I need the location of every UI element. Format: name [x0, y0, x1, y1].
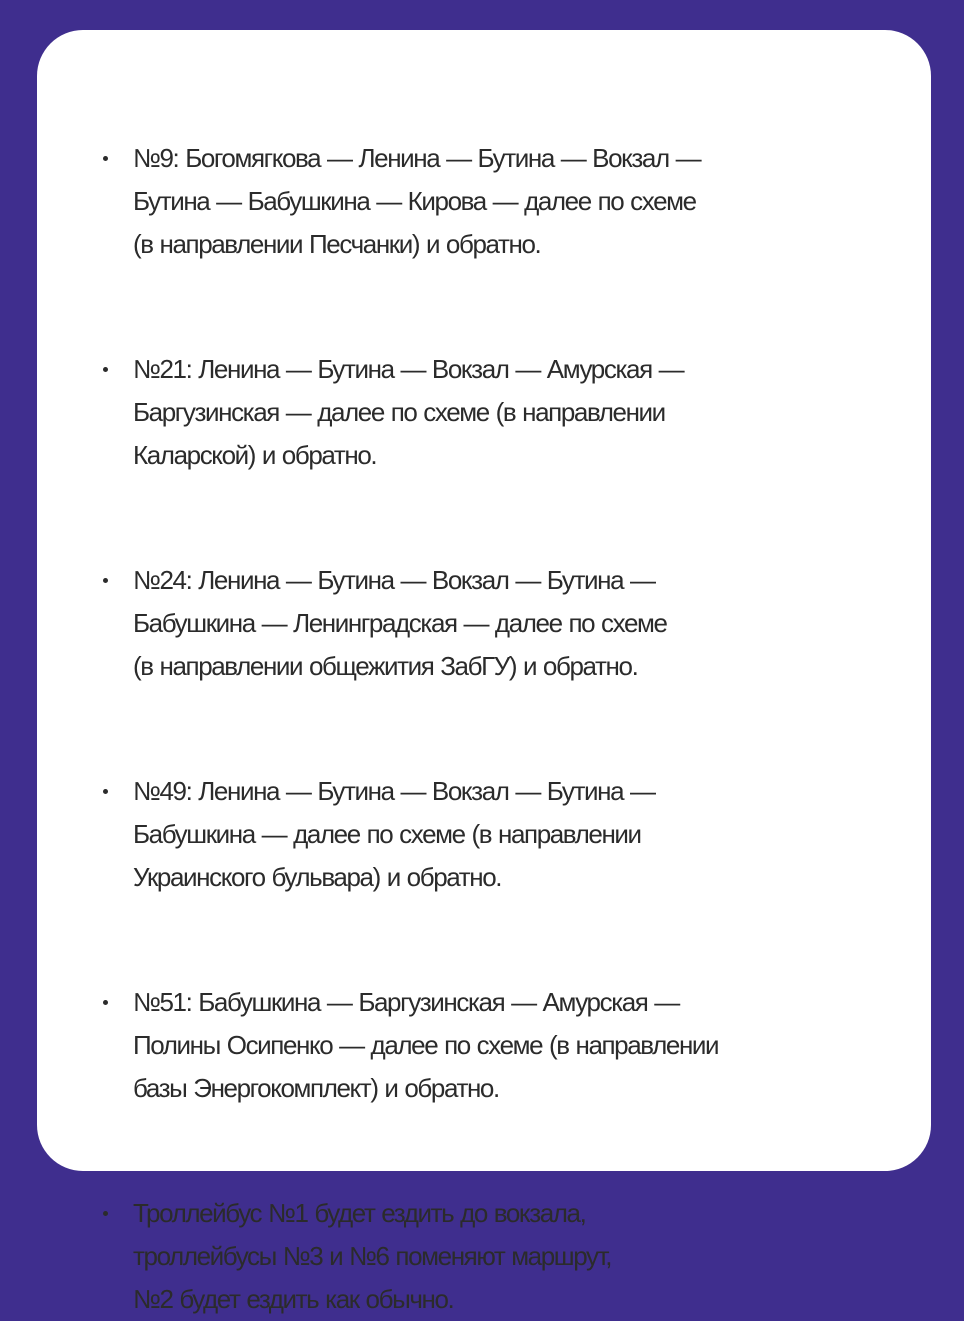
route-text-line: (в направлении Песчанки) и обратно. [133, 229, 541, 259]
route-text-line: Украинского бульвара) и обратно. [133, 862, 502, 892]
route-text-line: №21: Ленина — Бутина — Вокзал — Амурская — [133, 354, 684, 384]
bullet-icon [103, 367, 108, 372]
route-text-line: Каларской) и обратно. [133, 440, 377, 470]
route-item-51 [133, 981, 873, 1110]
route-text-line: №24: Ленина — Бутина — Вокзал — Бутина — [133, 565, 655, 595]
bullet-icon [103, 789, 108, 794]
route-item-24 [133, 559, 873, 688]
route-text-line: троллейбусы №3 и №6 поменяют маршрут, [133, 1241, 612, 1271]
route-text-line: Баргузинская — далее по схеме (в направлении [133, 397, 665, 427]
route-text-line: №49: Ленина — Бутина — Вокзал — Бутина — [133, 776, 655, 806]
route-item-9 [133, 137, 873, 266]
route-text-line: (в направлении общежития ЗабГУ) и обратно. [133, 651, 638, 681]
bullet-icon [103, 578, 108, 583]
route-text-line: Полины Осипенко — далее по схеме (в направлении [133, 1030, 719, 1060]
bullet-icon [103, 1211, 108, 1216]
route-text-line: Бабушкина — Ленинградская — далее по схеме [133, 608, 667, 638]
bullet-icon [103, 1000, 108, 1005]
route-text-line: Бабушкина — далее по схеме (в направлении [133, 819, 641, 849]
bullet-icon [103, 156, 108, 161]
route-text-line: базы Энергокомплект) и обратно. [133, 1073, 499, 1103]
route-text-line: №9: Богомягкова — Ленина — Бутина — Вокзал — [133, 143, 701, 173]
route-text-line: №2 будет ездить как обычно. [133, 1284, 454, 1314]
route-text-line: Троллейбус №1 будет ездить до вокзала, [133, 1198, 586, 1228]
route-item-21 [133, 348, 873, 477]
route-list [133, 137, 873, 1321]
route-item-trolleybus [133, 1192, 873, 1321]
route-item-49 [133, 770, 873, 899]
route-text-line: Бутина — Бабушкина — Кирова — далее по схеме [133, 186, 696, 216]
route-text-line: №51: Бабушкина — Баргузинская — Амурская — [133, 987, 679, 1017]
content-card [37, 30, 931, 1314]
